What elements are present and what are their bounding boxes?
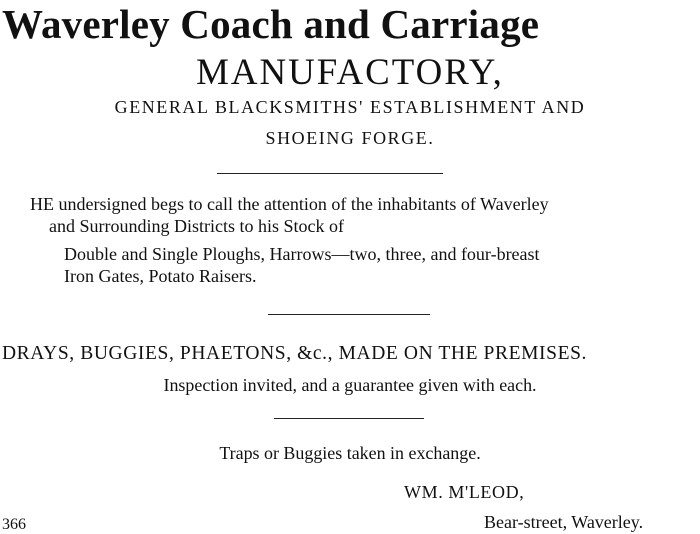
- intro-line-2: and Surrounding Districts to his Stock of: [49, 216, 344, 236]
- tagline-line-1: GENERAL BLACKSMITHS' ESTABLISHMENT AND: [114, 97, 586, 117]
- divider-rule-1: [217, 173, 443, 174]
- signature: WM. M'LEOD,: [404, 482, 525, 502]
- tagline-line-2: SHOEING FORGE.: [265, 128, 435, 148]
- goods-line-1: Double and Single Ploughs, Harrows—two, three, and four-breast: [64, 244, 540, 264]
- divider-rule-2: [268, 314, 430, 315]
- advertisement-title: Waverley Coach and Carriage: [2, 1, 540, 47]
- ad-number: 366: [2, 516, 26, 533]
- goods-line-2: Iron Gates, Potato Raisers.: [64, 266, 257, 286]
- vehicles-heading: DRAYS, BUGGIES, PHAETONS, &c., MADE ON THE PREMISES.: [2, 343, 588, 364]
- address: Bear-street, Waverley.: [484, 512, 644, 532]
- intro-line-1: HE undersigned begs to call the attention of the inhabitants of Waverley: [30, 194, 549, 214]
- inspection-line: Inspection invited, and a guarantee given with each.: [163, 375, 537, 395]
- advertisement-subtitle: MANUFACTORY,: [196, 51, 504, 92]
- exchange-line: Traps or Buggies taken in exchange.: [219, 443, 481, 463]
- divider-rule-3: [274, 418, 424, 419]
